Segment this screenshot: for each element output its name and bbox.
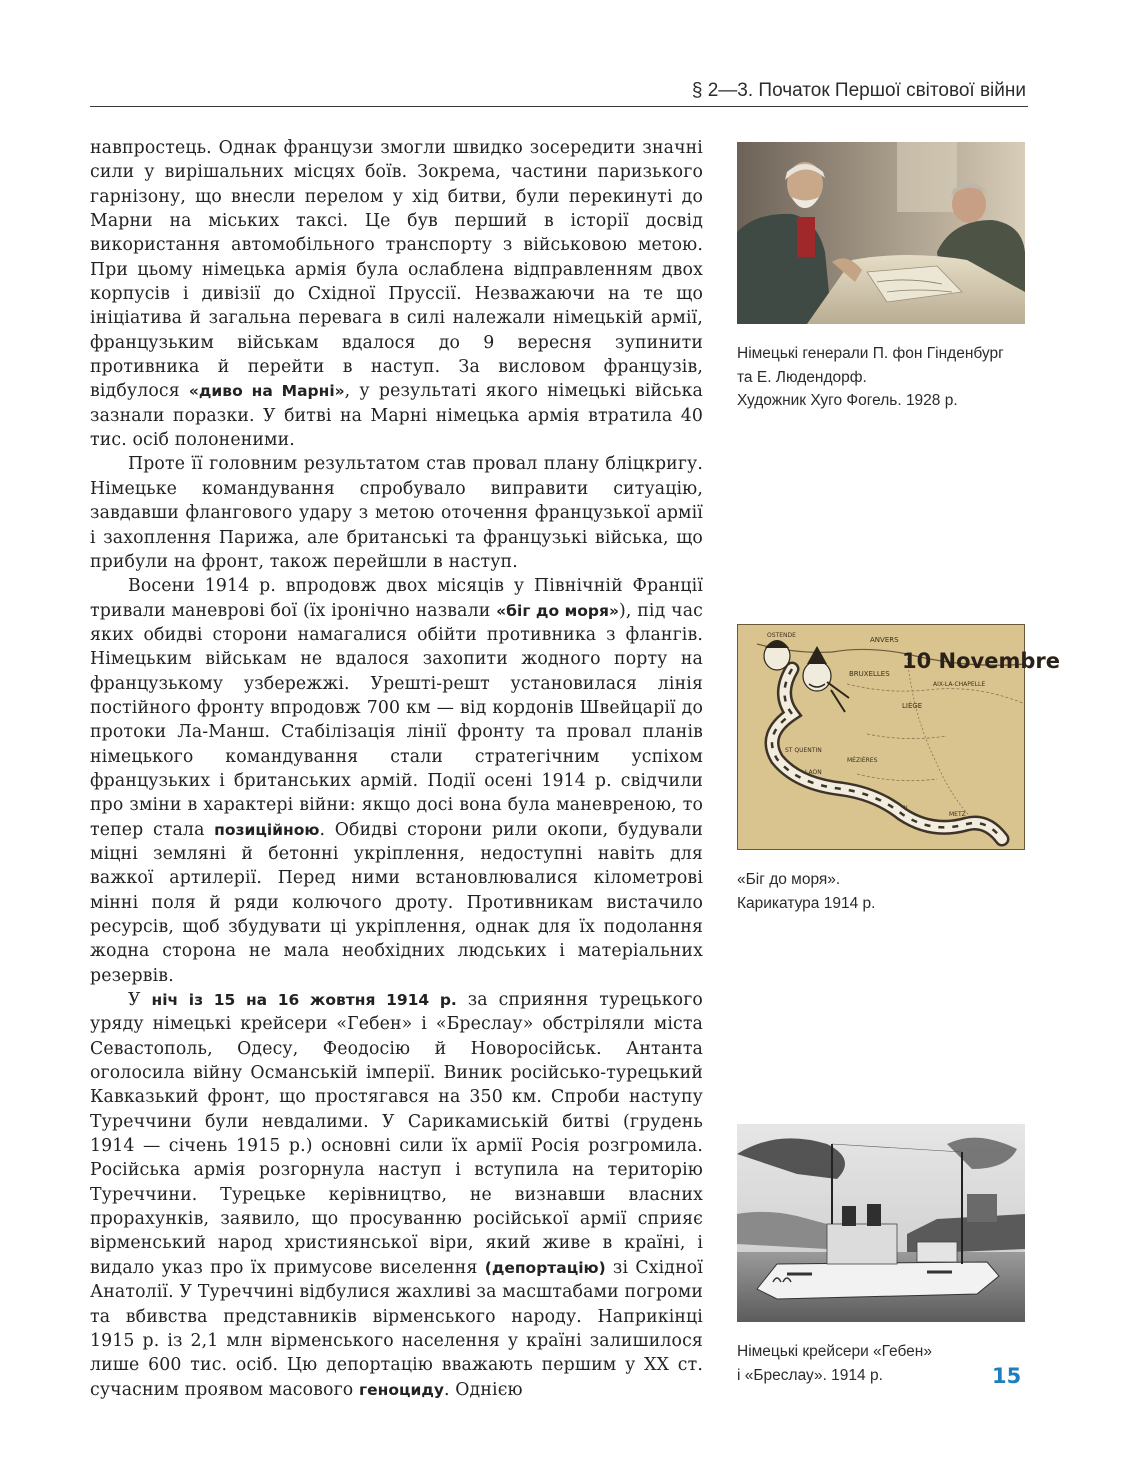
label-verdun: VERDUN: [882, 805, 908, 812]
label-ostend: OSTENDE: [767, 632, 796, 639]
label-liege: LIÈGE: [902, 702, 923, 710]
paragraph-2: Проте її головним результатом став провал плану бліцкригу. Німецьке командування спробувало виправити ситуацію, завдавши флангового удару з метою оточення французької армії і захоплення Парижа, але британські та французькі війська, що прибули на фронт, також перейшли в наступ.: [90, 454, 703, 572]
term-positional: позиційною: [214, 820, 320, 839]
cruisers-caption: Німецькі крейсери «Гебен» і «Бреслау». 1914 р.: [737, 1343, 932, 1384]
main-text-column: [90, 136, 703, 1402]
paragraph-3: Восени 1914 р. впродовж двох місяців у Північній Франції тривали маневрові бої (їх іронічно назвали «біг до моря»), під час яких обидві сторони намагалися обійти противника з флангів. Німецьким військам не вдалося захопити жодного порту на французькому узбережжі. Урешті-решт установилася лінія постійного фронту впродовж 700 км — від кордонів Швейцарії до протоки Ла-Манш. Стабілізація лінії фронту та провал планів німецького командування стали стратегічним успіхом французьких і британських армій. Події осені 1914 р. свідчили про зміни в характері війни: якщо досі вона була маневреною, то тепер стала позиційною. Обидві сторони рили окопи, будували міцні земляні й бетонні укріплення, недоступні навіть для важкої артилерії. Перед ними встановлювалися кілометрові мінні поля й ряди колючого дроту. Противникам вистачило ресурсів, щоб збудувати ці укріплення, однак для їх подолання жодна сторона не мала необхідних людських і матеріальних резервів.: [90, 576, 703, 986]
painting-generals-image: [737, 142, 1025, 324]
label-metz: METZ: [949, 811, 966, 818]
term-race-to-the-sea: «біг до моря»: [496, 601, 619, 620]
term-genocide: геноциду: [359, 1380, 444, 1399]
label-laon: LAON: [805, 769, 822, 776]
chapter-title: § 2—3. Початок Першої світової війни: [691, 80, 1026, 101]
page-number: 15: [992, 1364, 1022, 1388]
cartoon-map-title: 10 Novembre: [902, 649, 1060, 673]
label-st-quentin: ST QUENTIN: [785, 747, 822, 754]
label-brussels: BRUXELLES: [849, 670, 890, 678]
label-mezieres: MÉZIÈRES: [847, 757, 878, 764]
term-deportation: (депортацію): [484, 1258, 606, 1277]
term-miracle-of-marne: «диво на Марні»: [188, 382, 345, 401]
label-antwerp: ANVERS: [870, 636, 899, 644]
paragraph-4: У ніч із 15 на 16 жовтня 1914 р. за сприяння турецького уряду німецькі крейсери «Гебен» і «Бреслау» обстріляли міста Севастополь, Одесу, Феодосію й Новоросійськ. Антанта оголосила війну Османській імперії. Виник російсько-турецький Кавказький фронт, що простягався на 350 км. Спроби наступу Туреччини були невдалими. У Сарикамиській битві (грудень 1914 — січень 1915 р.) основні сили їх армії Росія розгромила. Російська армія розгорнула наступ і вступила на територію Туреччини. Турецьке керівництво, не визнавши власних прорахунків, заявило, що просуванню російської армії сприяє вірменський народ християнської віри, який живе в країні, і видало указ про їх примусове виселення (депортацію) зі Східної Анатолії. У Туреччині відбулися жахливі за масштабами погроми та вбивства представників вірменського народу. Наприкінці 1915 р. із 2,1 млн вірменського населення у країні залишилося лише 600 тис. осіб. Цю депортацію вважають першим у ХХ ст. сучасним проявом масового геноциду. Однією: [90, 990, 703, 1400]
running-header: [90, 76, 1028, 107]
painting-caption: Німецькі генерали П. фон Гінденбург та Е. Людендорф. Художник Хуго Фогель. 1928 р.: [737, 345, 1004, 409]
paragraph-1: навпростець. Однак французи змогли швидко зосередити значні сили у вирішальних місцях боїв. Зокрема, частини паризького гарнізону, що внесли перелом у хід битви, були перекинуті до Марни на міських таксі. Це був перший в історії досвід використання автомобільного транспорту з військовою метою. При цьому німецька армія була ослаблена відправленням двох корпусів і дивізії до Східної Пруссії. Незважаючи на те що ініціатива й загальна перевага в силі належали німецькій армії, французьким військам вдалося до 9 вересня зупинити противника й перейти в наступ. За висловом французів, відбулося «диво на Марні», у результаті якого німецькі війська зазнали поразки. У битві на Марні німецька армія втратила 40 тис. осіб полоненими.: [90, 138, 703, 451]
label-aachen: AIX-LA-CHAPELLE: [933, 681, 986, 688]
race-to-sea-cartoon-image: [737, 624, 1060, 850]
term-date-october: ніч із 15 на 16 жовтня 1914 р.: [151, 991, 457, 1010]
label-reims: REIMS: [837, 789, 856, 796]
cruisers-photo-image: [737, 1124, 1025, 1322]
cartoon-caption: «Біг до моря». Карикатура 1914 р.: [737, 871, 876, 912]
